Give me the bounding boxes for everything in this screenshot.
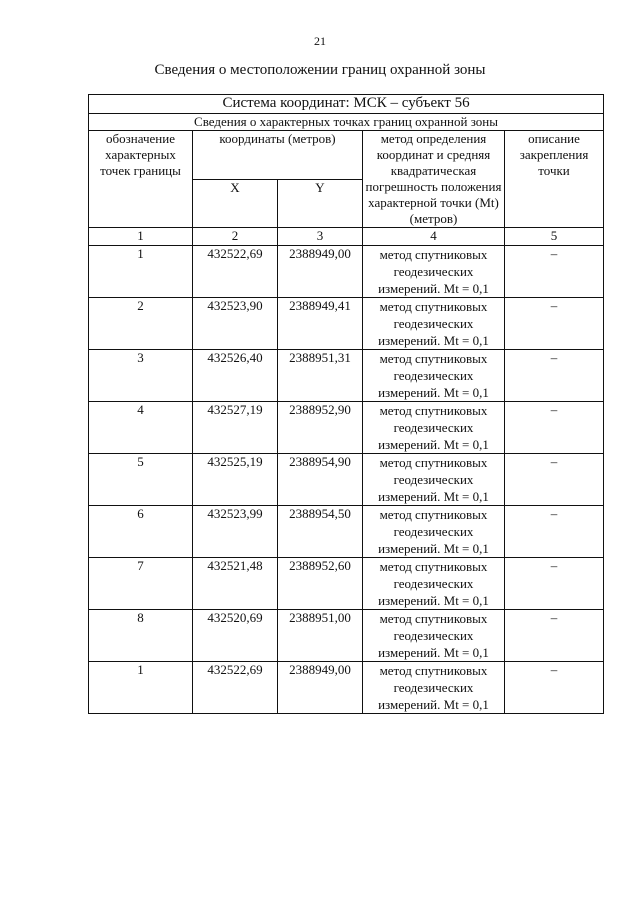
column-number: 2 [193, 228, 278, 246]
column-number: 3 [278, 228, 363, 246]
table-row [89, 558, 604, 610]
column-number: 1 [89, 228, 193, 246]
point-number-cell: 4 [89, 402, 193, 454]
coordinate-y-cell: 2388952,60 [278, 558, 363, 610]
column-number: 4 [363, 228, 505, 246]
table-row [89, 246, 604, 298]
coordinate-y-cell: 2388951,31 [278, 350, 363, 402]
table-subtitle: Сведения о характерных точках границ охранной зоны [89, 114, 604, 131]
page-number: 21 [314, 34, 326, 48]
coordinate-x-cell: 432521,48 [193, 558, 278, 610]
description-cell: – [505, 662, 604, 714]
description-cell: – [505, 246, 604, 298]
coordinate-x-cell: 432527,19 [193, 402, 278, 454]
point-number-cell: 5 [89, 454, 193, 506]
table-row [89, 610, 604, 662]
method-cell: метод спутниковых геодезических измерений. Mt = 0,1 [363, 246, 505, 298]
table-row [89, 298, 604, 350]
table-row [89, 662, 604, 714]
point-number-cell: 1 [89, 246, 193, 298]
table-row [89, 402, 604, 454]
coordinate-y-cell: 2388949,00 [278, 662, 363, 714]
method-cell: метод спутниковых геодезических измерений. Mt = 0,1 [363, 350, 505, 402]
point-number-cell: 8 [89, 610, 193, 662]
page-title: Сведения о местоположении границ охранной зоны [154, 62, 486, 78]
coordinate-x-cell: 432522,69 [193, 662, 278, 714]
coordinate-y-cell: 2388949,00 [278, 246, 363, 298]
coordinate-y-cell: 2388954,50 [278, 506, 363, 558]
method-cell: метод спутниковых геодезических измерений. Mt = 0,1 [363, 558, 505, 610]
coordinate-y-cell: 2388951,00 [278, 610, 363, 662]
header-method: метод определения координат и средняя квадратическая погрешность положения характерной точки (Mt) (метров) [363, 131, 505, 228]
coordinate-x-cell: 432523,90 [193, 298, 278, 350]
header-description: описание закрепления точки [505, 131, 604, 228]
table-row [89, 454, 604, 506]
method-cell: метод спутниковых геодезических измерений. Mt = 0,1 [363, 506, 505, 558]
header-x: X [193, 179, 278, 228]
coordinate-system-header: Система координат: МСК – субъект 56 [89, 95, 604, 114]
description-cell: – [505, 506, 604, 558]
coordinate-y-cell: 2388949,41 [278, 298, 363, 350]
column-number: 5 [505, 228, 604, 246]
coordinate-x-cell: 432523,99 [193, 506, 278, 558]
point-number-cell: 6 [89, 506, 193, 558]
method-cell: метод спутниковых геодезических измерений. Mt = 0,1 [363, 454, 505, 506]
point-number-cell: 3 [89, 350, 193, 402]
coordinate-x-cell: 432520,69 [193, 610, 278, 662]
header-y: Y [278, 179, 363, 228]
coordinate-x-cell: 432522,69 [193, 246, 278, 298]
description-cell: – [505, 610, 604, 662]
header-coordinates: координаты (метров) [193, 131, 363, 180]
method-cell: метод спутниковых геодезических измерений. Mt = 0,1 [363, 662, 505, 714]
coordinate-y-cell: 2388954,90 [278, 454, 363, 506]
method-cell: метод спутниковых геодезических измерений. Mt = 0,1 [363, 402, 505, 454]
boundary-points-table [88, 94, 604, 714]
table-row [89, 506, 604, 558]
coordinate-x-cell: 432526,40 [193, 350, 278, 402]
method-cell: метод спутниковых геодезических измерений. Mt = 0,1 [363, 610, 505, 662]
description-cell: – [505, 558, 604, 610]
point-number-cell: 1 [89, 662, 193, 714]
coordinate-y-cell: 2388952,90 [278, 402, 363, 454]
point-number-cell: 2 [89, 298, 193, 350]
point-number-cell: 7 [89, 558, 193, 610]
table-row [89, 350, 604, 402]
method-cell: метод спутниковых геодезических измерений. Mt = 0,1 [363, 298, 505, 350]
description-cell: – [505, 350, 604, 402]
header-designation: обозначение характерных точек границы [89, 131, 193, 228]
description-cell: – [505, 402, 604, 454]
description-cell: – [505, 454, 604, 506]
description-cell: – [505, 298, 604, 350]
coordinate-x-cell: 432525,19 [193, 454, 278, 506]
